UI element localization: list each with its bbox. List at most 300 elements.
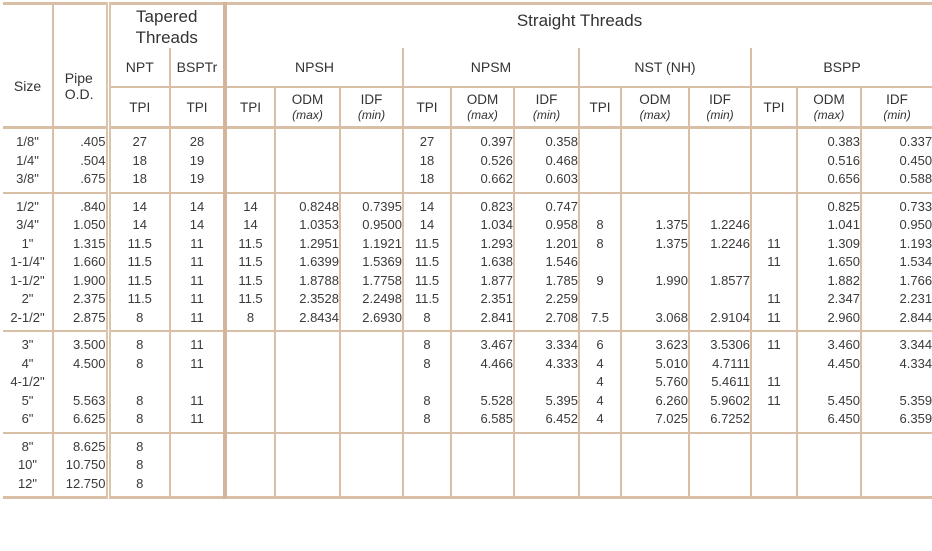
- cell-npsm-tpi: 8: [403, 355, 451, 374]
- table-body: [3, 128, 932, 498]
- cell-nst-odm: 1.375: [621, 235, 689, 254]
- cell-npsm-odm: 2.351: [451, 290, 514, 309]
- cell-bspp-idf: 1.766: [861, 272, 932, 291]
- cell-npsh-tpi: [225, 152, 275, 171]
- cell-npsh-idf: [340, 331, 403, 355]
- table-row: [3, 309, 932, 332]
- cell-nst-tpi: 7.5: [579, 309, 621, 332]
- cell-npsh-odm: 0.8248: [275, 193, 340, 217]
- cell-nst-odm: [621, 290, 689, 309]
- cell-bsptr-tpi: 11: [170, 272, 225, 291]
- header-bspp-idf: [861, 87, 932, 128]
- cell-nst-idf: 1.2246: [689, 235, 751, 254]
- cell-npsm-tpi: 14: [403, 193, 451, 217]
- cell-npsm-tpi: 8: [403, 309, 451, 332]
- cell-nst-odm: 7.025: [621, 410, 689, 433]
- header-npsh-tpi: TPI: [225, 87, 275, 128]
- cell-npsm-idf: 1.546: [514, 253, 579, 272]
- cell-nst-idf: [689, 456, 751, 475]
- cell-npsh-idf: 0.9500: [340, 216, 403, 235]
- cell-npsh-odm: [275, 355, 340, 374]
- cell-npsh-tpi: [225, 355, 275, 374]
- cell-bspp-odm: 1.309: [797, 235, 861, 254]
- cell-bspp-idf: 1.534: [861, 253, 932, 272]
- cell-bspp-odm: 2.347: [797, 290, 861, 309]
- odm-label: ODM: [466, 91, 499, 107]
- cell-npsh-odm: [275, 410, 340, 433]
- table-row: [3, 475, 932, 498]
- cell-nst-idf: [689, 193, 751, 217]
- cell-npsm-idf: 0.468: [514, 152, 579, 171]
- cell-npsh-idf: [340, 152, 403, 171]
- cell-bspp-tpi: 11: [751, 392, 797, 411]
- cell-nst-tpi: [579, 128, 621, 152]
- cell-bspp-odm: 0.516: [797, 152, 861, 171]
- cell-npsh-idf: 0.7395: [340, 193, 403, 217]
- cell-bspp-odm: 0.825: [797, 193, 861, 217]
- thread-spec-table: [3, 2, 932, 499]
- cell-npsm-tpi: 14: [403, 216, 451, 235]
- cell-pipe-od: 4.500: [53, 355, 108, 374]
- cell-size: 2": [21, 291, 34, 307]
- cell-npsm-odm: 0.823: [451, 193, 514, 217]
- cell-npt-tpi: 11.5: [108, 290, 170, 309]
- cell-nst-odm: 5.010: [621, 355, 689, 374]
- cell-bsptr-tpi: [170, 456, 225, 475]
- table-row: [3, 355, 932, 374]
- cell-npsm-idf: 0.958: [514, 216, 579, 235]
- cell-npsm-tpi: 8: [403, 331, 451, 355]
- cell-npt-tpi: 11.5: [108, 272, 170, 291]
- cell-npsh-tpi: [225, 392, 275, 411]
- cell-npt-tpi: 18: [108, 170, 170, 193]
- cell-size: 10": [17, 457, 38, 473]
- header-npsm-idf: [514, 87, 579, 128]
- cell-nst-tpi: [579, 170, 621, 193]
- cell-bspp-idf: 3.344: [861, 331, 932, 355]
- cell-nst-idf: [689, 433, 751, 457]
- cell-npsh-idf: 2.6930: [340, 309, 403, 332]
- cell-bspp-odm: 4.450: [797, 355, 861, 374]
- cell-bspp-idf: 4.334: [861, 355, 932, 374]
- cell-npsm-odm: [451, 433, 514, 457]
- cell-bspp-idf: 0.337: [861, 128, 932, 152]
- cell-pipe-od: 2.375: [53, 290, 108, 309]
- cell-pipe-od: 8.625: [53, 433, 108, 457]
- cell-npt-tpi: 8: [108, 392, 170, 411]
- odm-label: ODM: [639, 91, 671, 107]
- max-label: (max): [467, 107, 498, 122]
- cell-bspp-idf: 2.231: [861, 290, 932, 309]
- cell-npsh-odm: [275, 373, 340, 392]
- cell-nst-idf: 5.4611: [689, 373, 751, 392]
- cell-pipe-od: .840: [53, 193, 108, 217]
- cell-bsptr-tpi: 11: [170, 392, 225, 411]
- header-npsm-odm: [451, 87, 514, 128]
- cell-bspp-odm: 0.656: [797, 170, 861, 193]
- cell-npsm-idf: 0.603: [514, 170, 579, 193]
- cell-bsptr-tpi: [170, 475, 225, 498]
- cell-npsm-tpi: [403, 456, 451, 475]
- cell-npsm-tpi: 11.5: [403, 272, 451, 291]
- cell-bspp-tpi: [751, 456, 797, 475]
- cell-pipe-od: 1.050: [53, 216, 108, 235]
- cell-nst-tpi: 8: [579, 216, 621, 235]
- cell-nst-tpi: 9: [579, 272, 621, 291]
- cell-bspp-tpi: [751, 152, 797, 171]
- header-bspp-tpi: TPI: [751, 87, 797, 128]
- cell-bspp-idf: 0.733: [861, 193, 932, 217]
- cell-nst-tpi: 6: [579, 331, 621, 355]
- cell-nst-odm: [621, 433, 689, 457]
- cell-npsh-odm: 1.8788: [275, 272, 340, 291]
- min-label: (min): [883, 107, 911, 122]
- cell-nst-idf: 1.8577: [689, 272, 751, 291]
- cell-bspp-odm: 5.450: [797, 392, 861, 411]
- cell-npsh-odm: [275, 475, 340, 498]
- header-straight-threads: Straight Threads: [225, 4, 932, 49]
- cell-npsm-idf: 0.358: [514, 128, 579, 152]
- cell-bspp-idf: 5.359: [861, 392, 932, 411]
- header-npsh: NPSH: [225, 48, 403, 87]
- cell-npsh-idf: [340, 475, 403, 498]
- cell-bsptr-tpi: 19: [170, 170, 225, 193]
- cell-nst-odm: 6.260: [621, 392, 689, 411]
- cell-npsh-tpi: 11.5: [225, 272, 275, 291]
- cell-nst-tpi: [579, 433, 621, 457]
- table-row: [3, 433, 932, 457]
- cell-npsm-tpi: 18: [403, 170, 451, 193]
- cell-npsm-odm: 1.877: [451, 272, 514, 291]
- cell-nst-idf: [689, 152, 751, 171]
- cell-bsptr-tpi: 11: [170, 235, 225, 254]
- cell-size: 1/8": [16, 134, 39, 150]
- cell-nst-tpi: [579, 456, 621, 475]
- cell-npsh-odm: 1.0353: [275, 216, 340, 235]
- cell-bspp-tpi: 11: [751, 235, 797, 254]
- cell-npsh-idf: [340, 373, 403, 392]
- cell-nst-odm: 1.375: [621, 216, 689, 235]
- cell-bspp-tpi: [751, 128, 797, 152]
- cell-npsm-idf: 6.452: [514, 410, 579, 433]
- table-row: [3, 331, 932, 355]
- cell-npsm-idf: [514, 433, 579, 457]
- cell-npsm-tpi: 18: [403, 152, 451, 171]
- cell-nst-idf: [689, 128, 751, 152]
- cell-bsptr-tpi: 19: [170, 152, 225, 171]
- header-tapered-threads-label: Tapered Threads: [135, 7, 198, 47]
- cell-bsptr-tpi: 11: [170, 309, 225, 332]
- cell-pipe-od: 1.660: [53, 253, 108, 272]
- cell-npsm-odm: 0.397: [451, 128, 514, 152]
- cell-npsh-idf: [340, 410, 403, 433]
- cell-pipe-od: 10.750: [53, 456, 108, 475]
- min-label: (min): [357, 107, 386, 122]
- cell-nst-odm: [621, 253, 689, 272]
- cell-bspp-idf: 1.193: [861, 235, 932, 254]
- cell-npt-tpi: 11.5: [108, 253, 170, 272]
- cell-nst-tpi: [579, 152, 621, 171]
- cell-nst-odm: [621, 193, 689, 217]
- min-label: (min): [706, 107, 734, 122]
- cell-bsptr-tpi: [170, 373, 225, 392]
- cell-nst-odm: [621, 475, 689, 498]
- cell-bsptr-tpi: 11: [170, 290, 225, 309]
- cell-size: 3/8": [3, 170, 53, 193]
- cell-npsh-idf: 1.5369: [340, 253, 403, 272]
- header-bsptr: BSPTr: [170, 48, 225, 87]
- idf-label: IDF: [360, 91, 383, 107]
- cell-size: 1": [21, 235, 34, 251]
- cell-npsm-tpi: [403, 475, 451, 498]
- header-npsm-tpi: TPI: [403, 87, 451, 128]
- cell-bspp-odm: 2.960: [797, 309, 861, 332]
- cell-nst-odm: 3.068: [621, 309, 689, 332]
- cell-bsptr-tpi: 11: [170, 410, 225, 433]
- cell-npt-tpi: 8: [108, 433, 170, 457]
- cell-bsptr-tpi: [170, 433, 225, 457]
- max-label: (max): [813, 107, 845, 122]
- cell-pipe-od: 2.875: [53, 309, 108, 332]
- cell-npt-tpi: 14: [108, 193, 170, 217]
- cell-npsh-odm: [275, 170, 340, 193]
- cell-bspp-tpi: [751, 216, 797, 235]
- cell-nst-tpi: [579, 193, 621, 217]
- cell-npsm-idf: 5.395: [514, 392, 579, 411]
- cell-bspp-idf: 0.950: [861, 216, 932, 235]
- cell-npsm-odm: [451, 456, 514, 475]
- cell-bspp-odm: 1.041: [797, 216, 861, 235]
- cell-nst-idf: 4.7111: [689, 355, 751, 374]
- cell-bspp-tpi: 11: [751, 253, 797, 272]
- cell-npsm-idf: 1.201: [514, 235, 579, 254]
- cell-nst-tpi: 4: [579, 392, 621, 411]
- cell-pipe-od: 1.900: [53, 272, 108, 291]
- cell-bsptr-tpi: 14: [170, 216, 225, 235]
- cell-npsh-idf: [340, 355, 403, 374]
- cell-pipe-od: 1.315: [53, 235, 108, 254]
- cell-bspp-odm: [797, 456, 861, 475]
- cell-npsh-tpi: [225, 373, 275, 392]
- table-row: [3, 272, 932, 291]
- table-row: [3, 253, 932, 272]
- cell-bsptr-tpi: 11: [170, 253, 225, 272]
- cell-npt-tpi: 8: [108, 456, 170, 475]
- cell-bspp-tpi: [751, 193, 797, 217]
- cell-npt-tpi: 8: [108, 309, 170, 332]
- cell-npsm-tpi: 27: [403, 128, 451, 152]
- cell-npsm-odm: 1.293: [451, 235, 514, 254]
- cell-npsm-odm: 0.526: [451, 152, 514, 171]
- table-row: [3, 392, 932, 411]
- cell-size: 1/2": [16, 198, 39, 214]
- cell-bspp-tpi: [751, 433, 797, 457]
- cell-npsm-tpi: [403, 433, 451, 457]
- cell-npsm-idf: 2.259: [514, 290, 579, 309]
- cell-bspp-tpi: [751, 170, 797, 193]
- cell-nst-idf: 3.5306: [689, 331, 751, 355]
- header-bspp: BSPP: [751, 48, 932, 87]
- cell-pipe-od: .504: [53, 152, 108, 171]
- cell-bspp-idf: [861, 475, 932, 498]
- cell-nst-tpi: 4: [579, 410, 621, 433]
- cell-bspp-tpi: [751, 355, 797, 374]
- odm-label: ODM: [813, 91, 845, 107]
- table-row: [3, 170, 932, 193]
- cell-npsh-odm: 1.6399: [275, 253, 340, 272]
- cell-pipe-od: [53, 373, 108, 392]
- cell-npsh-tpi: [225, 170, 275, 193]
- odm-label: ODM: [291, 91, 324, 107]
- cell-npsh-odm: [275, 128, 340, 152]
- table-row: [3, 456, 932, 475]
- cell-size: 1-1/4": [10, 254, 45, 270]
- cell-bspp-idf: 0.450: [861, 152, 932, 171]
- cell-npsh-odm: [275, 456, 340, 475]
- cell-bsptr-tpi: 14: [170, 193, 225, 217]
- cell-bspp-tpi: 11: [751, 373, 797, 392]
- cell-npsh-tpi: [225, 128, 275, 152]
- cell-bspp-odm: [797, 373, 861, 392]
- cell-npsh-odm: [275, 392, 340, 411]
- cell-size: 2-1/2": [3, 309, 53, 332]
- cell-nst-odm: 3.623: [621, 331, 689, 355]
- header-bspp-odm: [797, 87, 861, 128]
- cell-npsh-tpi: 8: [225, 309, 275, 332]
- cell-bspp-odm: [797, 433, 861, 457]
- cell-npsm-odm: 1.638: [451, 253, 514, 272]
- cell-npsh-idf: [340, 170, 403, 193]
- cell-npsh-tpi: [225, 331, 275, 355]
- cell-npsh-tpi: [225, 433, 275, 457]
- cell-npt-tpi: 27: [108, 128, 170, 152]
- cell-npsh-odm: 2.8434: [275, 309, 340, 332]
- cell-nst-odm: 5.760: [621, 373, 689, 392]
- cell-bsptr-tpi: 11: [170, 355, 225, 374]
- cell-nst-tpi: [579, 290, 621, 309]
- header-npt: NPT: [108, 48, 170, 87]
- cell-size: 5": [21, 392, 34, 408]
- cell-nst-idf: [689, 290, 751, 309]
- cell-npsm-tpi: 8: [403, 410, 451, 433]
- cell-npsh-odm: [275, 152, 340, 171]
- cell-nst-idf: 2.9104: [689, 309, 751, 332]
- cell-size: 8": [21, 438, 34, 454]
- cell-npsh-odm: 1.2951: [275, 235, 340, 254]
- cell-size: 4-1/2": [10, 374, 45, 390]
- cell-nst-odm: [621, 170, 689, 193]
- cell-nst-idf: [689, 170, 751, 193]
- cell-npsm-odm: 3.467: [451, 331, 514, 355]
- header-nst-idf: [689, 87, 751, 128]
- cell-npsh-tpi: 11.5: [225, 235, 275, 254]
- cell-pipe-od: 6.625: [53, 410, 108, 433]
- cell-nst-odm: [621, 456, 689, 475]
- cell-pipe-od: 12.750: [53, 475, 108, 498]
- cell-size: 1/4": [16, 152, 39, 168]
- min-label: (min): [532, 107, 561, 122]
- cell-npt-tpi: 8: [108, 410, 170, 433]
- cell-size: 6": [3, 410, 53, 433]
- idf-label: IDF: [709, 91, 731, 107]
- cell-size: 1-1/2": [10, 272, 45, 288]
- cell-npsm-tpi: 8: [403, 392, 451, 411]
- cell-npsh-tpi: 11.5: [225, 290, 275, 309]
- cell-pipe-od: .675: [53, 170, 108, 193]
- cell-npsm-idf: [514, 456, 579, 475]
- cell-npsh-idf: [340, 433, 403, 457]
- header-pipe-od-label: Pipe O.D.: [64, 69, 94, 102]
- cell-npsm-odm: 0.662: [451, 170, 514, 193]
- cell-pipe-od: 3.500: [53, 331, 108, 355]
- table-row: [3, 193, 932, 217]
- table-row: [3, 128, 932, 152]
- cell-size: 12": [3, 475, 53, 498]
- cell-npsh-idf: 1.1921: [340, 235, 403, 254]
- cell-bspp-idf: 2.844: [861, 309, 932, 332]
- header-nst: NST (NH): [579, 48, 751, 87]
- cell-npsm-tpi: [403, 373, 451, 392]
- cell-npsh-idf: [340, 456, 403, 475]
- cell-bspp-odm: 1.650: [797, 253, 861, 272]
- cell-bspp-idf: [861, 373, 932, 392]
- cell-npsh-odm: 2.3528: [275, 290, 340, 309]
- cell-npsh-idf: 2.2498: [340, 290, 403, 309]
- cell-bsptr-tpi: 11: [170, 331, 225, 355]
- cell-bspp-idf: [861, 433, 932, 457]
- cell-nst-tpi: 8: [579, 235, 621, 254]
- cell-npsm-tpi: 11.5: [403, 253, 451, 272]
- cell-npsm-idf: [514, 373, 579, 392]
- max-label: (max): [292, 107, 323, 122]
- header-npsm: NPSM: [403, 48, 579, 87]
- cell-nst-odm: [621, 128, 689, 152]
- table-row: [3, 235, 932, 254]
- cell-npsm-tpi: 11.5: [403, 290, 451, 309]
- cell-nst-idf: 5.9602: [689, 392, 751, 411]
- cell-nst-tpi: [579, 475, 621, 498]
- header-nst-tpi: TPI: [579, 87, 621, 128]
- cell-nst-odm: 1.990: [621, 272, 689, 291]
- cell-bspp-tpi: 11: [751, 309, 797, 332]
- table-row: [3, 410, 932, 433]
- cell-bspp-idf: [861, 456, 932, 475]
- cell-npt-tpi: 8: [108, 475, 170, 498]
- cell-npsh-idf: [340, 128, 403, 152]
- cell-npsh-tpi: [225, 475, 275, 498]
- cell-bspp-tpi: 11: [751, 290, 797, 309]
- cell-nst-idf: 1.2246: [689, 216, 751, 235]
- cell-npsm-odm: 4.466: [451, 355, 514, 374]
- cell-nst-tpi: 4: [579, 373, 621, 392]
- cell-bspp-idf: 0.588: [861, 170, 932, 193]
- cell-npsh-idf: 1.7758: [340, 272, 403, 291]
- cell-npt-tpi: 11.5: [108, 235, 170, 254]
- cell-pipe-od: 5.563: [53, 392, 108, 411]
- header-size: Size: [3, 4, 53, 128]
- cell-size: 4": [21, 355, 34, 371]
- cell-bspp-idf: 6.359: [861, 410, 932, 433]
- cell-npsm-idf: 1.785: [514, 272, 579, 291]
- cell-npsh-tpi: 14: [225, 193, 275, 217]
- cell-npsm-idf: 4.333: [514, 355, 579, 374]
- cell-size: 3/4": [16, 217, 39, 233]
- table-row: [3, 216, 932, 235]
- cell-bspp-tpi: [751, 410, 797, 433]
- cell-bspp-tpi: 11: [751, 331, 797, 355]
- cell-bspp-tpi: [751, 272, 797, 291]
- cell-npsm-odm: 6.585: [451, 410, 514, 433]
